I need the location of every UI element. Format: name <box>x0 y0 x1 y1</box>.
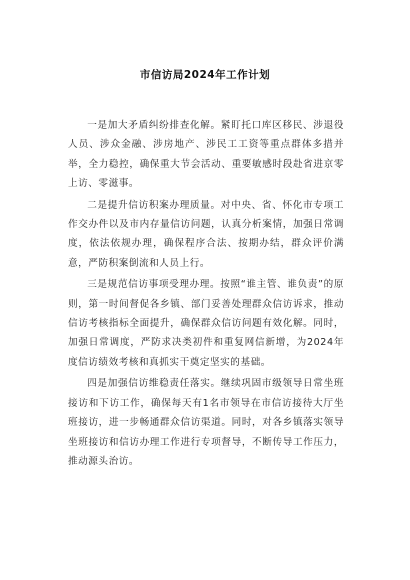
paragraph-3: 三是规范信访事项受理办理。按照“谁主管、谁负责”的原则，第一时间督促各乡镇、部门妥善处理群众信访诉求，推动信访考核指标全面提升，确保群众信访问题有效化解。同时，加强日常调度，严防求决类初件和重复网信新增，为2024年度信访绩效考核和真抓实干奠定坚实的基础。 <box>68 279 344 368</box>
paragraph-2: 二是提升信访积案办理质量。对中央、省、怀化市专项工作交办件以及市内存量信访问题，认真分析案情，加强日常调度，依法依规办理，确保程序合法、按期办结，群众评价满意，严防积案倒流和人员上行。 <box>68 199 344 269</box>
paragraph-4: 四是加强信访维稳责任落实。继续巩固市级领导日常坐班接访和下访工作，确保每天有1名市领导在市信访接待大厅坐班接访，进一步畅通群众信访渠道。同时，对各乡镇落实领导坐班接访和信访办理工作进行专项督导，不断传导工作压力，推动源头治访。 <box>68 378 344 467</box>
paragraph-1: 一是加大矛盾纠纷排查化解。紧盯托口库区移民、涉退役人员、涉众金融、涉房地产、涉民工工资等重点群体多措并举，全力稳控，确保重大节会活动、重要敏感时段赴省进京零上访、零滋事。 <box>68 120 344 190</box>
document-title: 市信访局2024年工作计划 <box>139 69 271 81</box>
document-body <box>68 116 344 473</box>
